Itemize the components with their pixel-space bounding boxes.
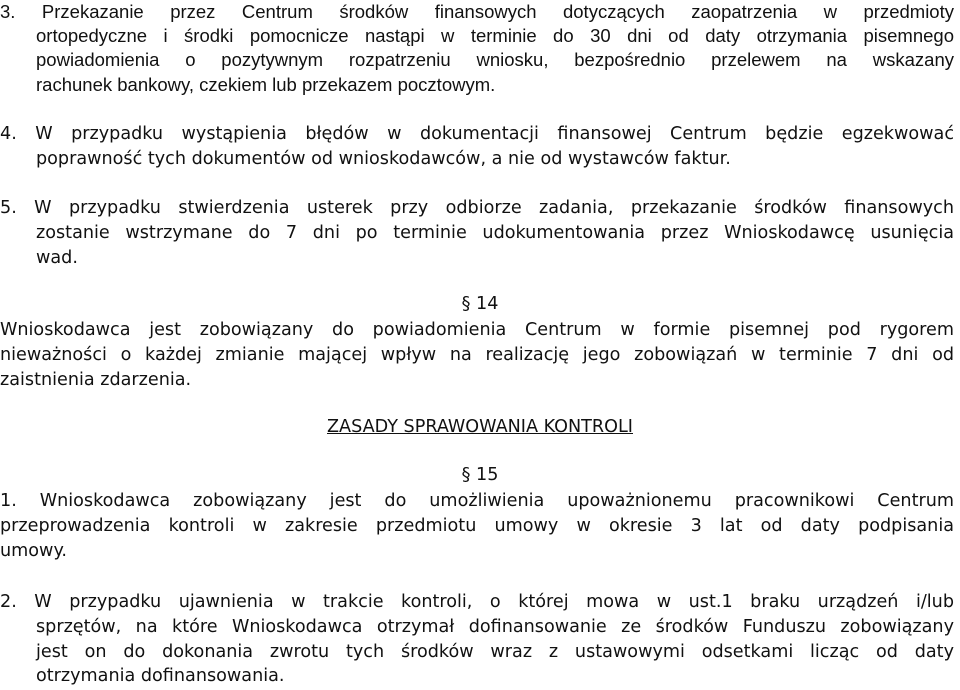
- paragraph-15-heading: § 15: [461, 465, 499, 485]
- paragraph-15-point-1-line-1: 1. Wnioskodawca zobowiązany jest do umożliwienia upoważnionemu pracownikowi Centrum: [0, 491, 954, 511]
- paragraph-15-point-2-line-4: otrzymania dofinansowania.: [36, 666, 285, 686]
- paragraph-14-line-1: Wnioskodawca jest zobowiązany do powiadomienia Centrum w formie pisemnej pod rygorem: [0, 320, 954, 340]
- paragraph-14-line-2: nieważności o każdej zmianie mającej wpływ na realizację jego zobowiązań w terminie 7 dni od: [0, 345, 954, 365]
- item-5-line-2: zostanie wstrzymane do 7 dni po terminie udokumentowania przez Wnioskodawcę usunięcia: [36, 223, 954, 243]
- item-4-line-2: poprawność tych dokumentów od wnioskodawców, a nie od wystawców faktur.: [36, 149, 731, 169]
- paragraph-15-point-2-line-1: 2. W przypadku ujawnienia w trakcie kontroli, o której mowa w ust.1 braku urządzeń i/lub: [0, 592, 954, 612]
- paragraph-14-heading: § 14: [461, 294, 499, 314]
- item-3-line-2: ortopedyczne i środki pomocnicze nastąpi w terminie do 30 dni od daty otrzymania pisemnego: [36, 25, 954, 46]
- paragraph-15-point-2-line-3: jest on do dokonania zwrotu tych środków wraz z ustawowymi odsetkami licząc od daty: [36, 642, 954, 662]
- item-5-line-1: 5. W przypadku stwierdzenia usterek przy odbiorze zadania, przekazanie środków finansowych: [0, 198, 954, 218]
- item-3-line-4: rachunek bankowy, czekiem lub przekazem pocztowym.: [36, 74, 496, 95]
- section-title: ZASADY SPRAWOWANIA KONTROLI: [327, 417, 633, 437]
- paragraph-15-point-2-line-2: sprzętów, na które Wnioskodawca otrzymał dofinansowanie ze środków Funduszu zobowiązany: [36, 617, 954, 637]
- item-3-line-3: powiadomienia o pozytywnym rozpatrzeniu wniosku, bezpośrednio przelewem na wskazany: [36, 49, 954, 70]
- item-3-line-1: 3. Przekazanie przez Centrum środków finansowych dotyczących zaopatrzenia w przedmioty: [0, 1, 954, 22]
- item-5-line-3: wad.: [36, 248, 78, 268]
- paragraph-15-point-1-line-2: przeprowadzenia kontroli w zakresie przedmiotu umowy w okresie 3 lat od daty podpisania: [0, 516, 954, 536]
- paragraph-14-line-3: zaistnienia zdarzenia.: [0, 370, 192, 390]
- paragraph-15-point-1-line-3: umowy.: [0, 541, 67, 561]
- item-4-line-1: 4. W przypadku wystąpienia błędów w dokumentacji finansowej Centrum będzie egzekwować: [0, 124, 954, 144]
